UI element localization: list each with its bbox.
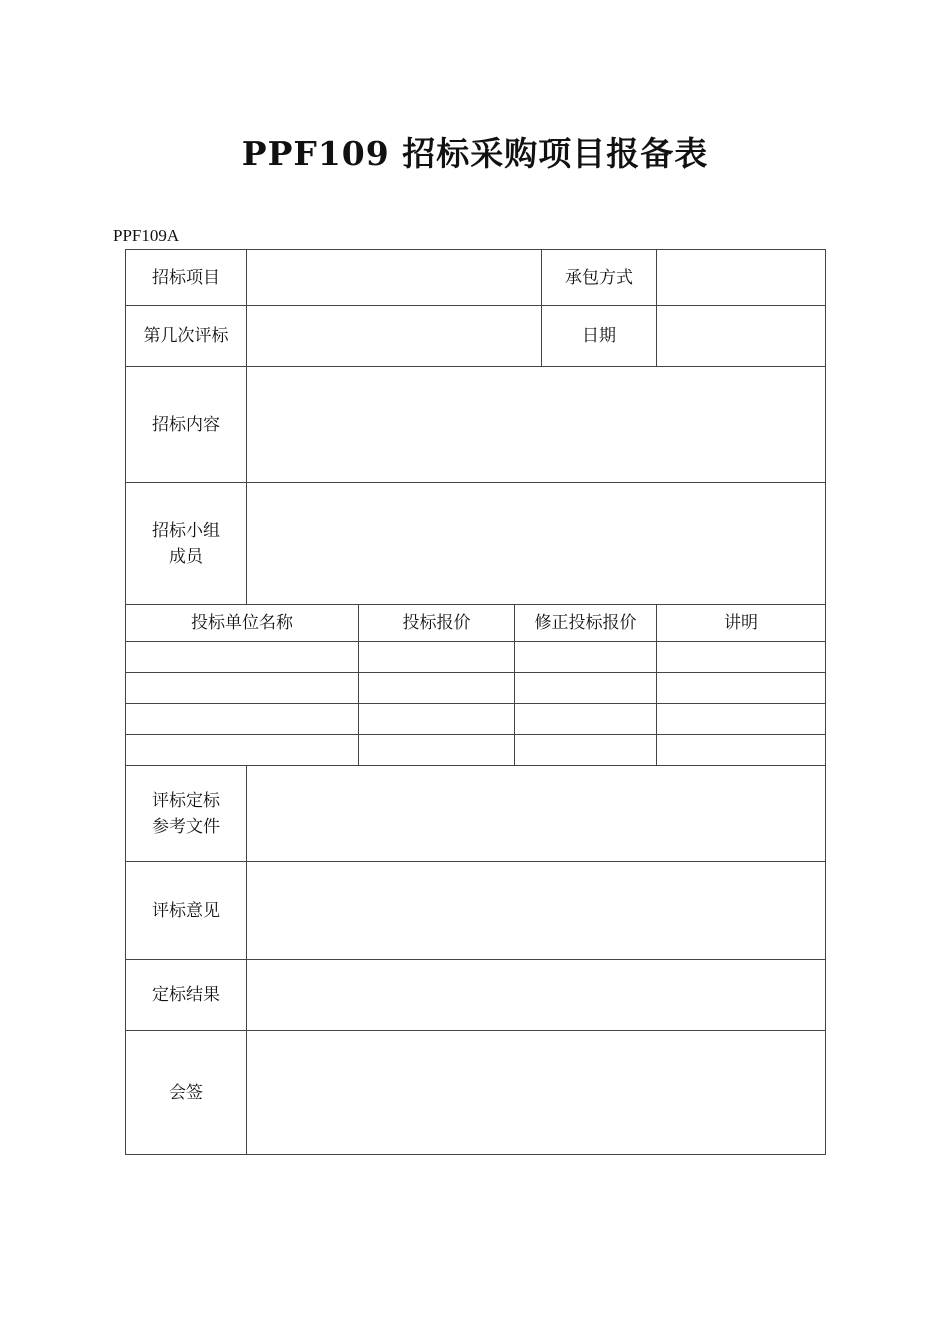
bids-row bbox=[126, 642, 826, 673]
bid-remarks-cell[interactable] bbox=[657, 673, 826, 704]
evaluation-round-field[interactable] bbox=[247, 306, 542, 367]
contract-method-label: 承包方式 bbox=[542, 250, 657, 306]
team-label-line1: 招标小组 bbox=[152, 520, 220, 541]
report-form-table bbox=[125, 249, 826, 1155]
team-label-line2: 成员 bbox=[169, 546, 203, 567]
bids-header-row bbox=[126, 605, 826, 642]
contract-method-field[interactable] bbox=[657, 250, 826, 306]
bid-price-cell[interactable] bbox=[359, 704, 515, 735]
row-reference bbox=[126, 766, 826, 862]
evaluation-round-label: 第几次评标 bbox=[126, 306, 247, 367]
row-evaluation-round bbox=[126, 306, 826, 367]
reference-field[interactable] bbox=[247, 766, 826, 862]
project-field[interactable] bbox=[247, 250, 542, 306]
bid-company-cell[interactable] bbox=[126, 735, 359, 766]
bids-row bbox=[126, 735, 826, 766]
reference-label bbox=[126, 766, 247, 862]
bid-remarks-cell[interactable] bbox=[657, 735, 826, 766]
bids-header-company: 投标单位名称 bbox=[126, 605, 359, 642]
content-field[interactable] bbox=[247, 367, 826, 483]
page-title: PPF109 招标采购项目报备表 bbox=[241, 134, 709, 173]
bid-price-cell[interactable] bbox=[359, 673, 515, 704]
form-code: PPF109A bbox=[113, 226, 180, 245]
row-content bbox=[126, 367, 826, 483]
bids-header-remarks: 讲明 bbox=[657, 605, 826, 642]
team-field[interactable] bbox=[247, 483, 826, 605]
opinion-label: 评标意见 bbox=[126, 862, 247, 960]
bid-revised-price-cell[interactable] bbox=[515, 642, 657, 673]
date-label: 日期 bbox=[542, 306, 657, 367]
bids-header-price: 投标报价 bbox=[359, 605, 515, 642]
bid-remarks-cell[interactable] bbox=[657, 704, 826, 735]
result-field[interactable] bbox=[247, 960, 826, 1031]
bid-revised-price-cell[interactable] bbox=[515, 704, 657, 735]
bid-company-cell[interactable] bbox=[126, 673, 359, 704]
bid-company-cell[interactable] bbox=[126, 642, 359, 673]
content-label: 招标内容 bbox=[126, 367, 247, 483]
bid-revised-price-cell[interactable] bbox=[515, 735, 657, 766]
row-project bbox=[126, 250, 826, 306]
reference-label-line1: 评标定标 bbox=[152, 790, 220, 811]
row-result bbox=[126, 960, 826, 1031]
reference-label-line2: 参考文件 bbox=[152, 816, 220, 837]
date-field[interactable] bbox=[657, 306, 826, 367]
bid-remarks-cell[interactable] bbox=[657, 642, 826, 673]
bids-header-revised-price: 修正投标报价 bbox=[515, 605, 657, 642]
bid-company-cell[interactable] bbox=[126, 704, 359, 735]
team-label bbox=[126, 483, 247, 605]
row-opinion bbox=[126, 862, 826, 960]
opinion-field[interactable] bbox=[247, 862, 826, 960]
bid-price-cell[interactable] bbox=[359, 735, 515, 766]
row-team bbox=[126, 483, 826, 605]
bids-row bbox=[126, 704, 826, 735]
project-label: 招标项目 bbox=[126, 250, 247, 306]
bid-price-cell[interactable] bbox=[359, 642, 515, 673]
signoff-field[interactable] bbox=[247, 1031, 826, 1155]
signoff-label: 会签 bbox=[126, 1031, 247, 1155]
row-signoff bbox=[126, 1031, 826, 1155]
bid-revised-price-cell[interactable] bbox=[515, 673, 657, 704]
result-label: 定标结果 bbox=[126, 960, 247, 1031]
bids-row bbox=[126, 673, 826, 704]
